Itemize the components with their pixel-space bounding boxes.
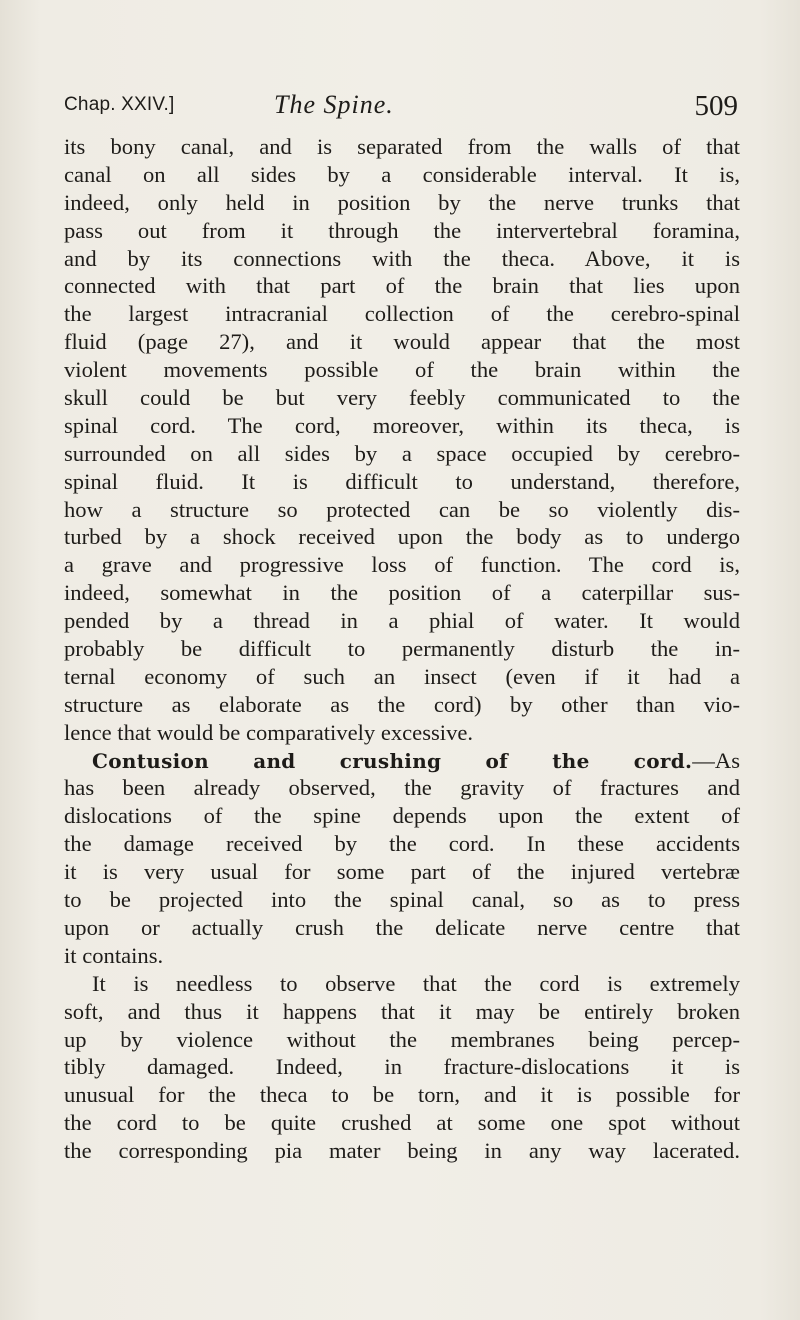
- text-line: spinal cord. The cord, moreover, within its theca, is: [64, 412, 740, 438]
- text-line: fluid (page 27), and it would appear that the most: [64, 329, 740, 355]
- text-line: how a structure so protected can be so violently dis-: [64, 496, 740, 522]
- text-line: a grave and progressive loss of function. The cord is,: [64, 552, 740, 578]
- text-line: the damage received by the cord. In these accidents: [64, 831, 740, 857]
- text-line: canal on all sides by a considerable interval. It is,: [64, 161, 740, 187]
- text-line: It is needless to observe that the cord is extremely: [92, 970, 740, 996]
- text-line: connected with that part of the brain that lies upon: [64, 273, 740, 299]
- text-line: has been already observed, the gravity of fractures and: [64, 775, 740, 801]
- text-line: surrounded on all sides by a space occupied by cerebro-: [64, 440, 740, 466]
- section-heading-tail: —As: [692, 747, 740, 773]
- text-line: unusual for the theca to be torn, and it is possible for: [64, 1082, 740, 1108]
- text-line: skull could be but very feebly communicated to the: [64, 385, 740, 411]
- text-line: spinal fluid. It is difficult to understand, therefore,: [64, 468, 740, 494]
- text-line: the largest intracranial collection of the cerebro-spinal: [64, 301, 740, 327]
- section-heading-line: [64, 747, 740, 775]
- page-number: 509: [694, 90, 738, 122]
- body-text: [64, 133, 740, 1165]
- text-line: lence that would be comparatively excessive.: [64, 719, 474, 745]
- text-line: to be projected into the spinal canal, so as to press: [64, 887, 740, 913]
- text-line: dislocations of the spine depends upon the extent of: [64, 803, 740, 829]
- text-line: probably be difficult to permanently disturb the in-: [64, 636, 740, 662]
- text-line: turbed by a shock received upon the body as to undergo: [64, 524, 740, 550]
- text-line: tibly damaged. Indeed, in fracture-dislocations it is: [64, 1054, 740, 1080]
- chapter-label: Chap. XXIV.]: [64, 94, 175, 115]
- text-line: indeed, only held in position by the nerve trunks that: [64, 189, 740, 215]
- text-line: and by its connections with the theca. Above, it is: [64, 245, 740, 271]
- text-line: structure as elaborate as the cord) by other than vio-: [64, 691, 740, 717]
- text-line: its bony canal, and is separated from the walls of that: [64, 134, 740, 159]
- text-line: violent movements possible of the brain within the: [64, 357, 740, 383]
- text-line: it is very usual for some part of the injured vertebræ: [64, 859, 740, 885]
- text-line: the cord to be quite crushed at some one spot without: [64, 1110, 740, 1136]
- running-header: [64, 90, 740, 130]
- text-line: ternal economy of such an insect (even if it had a: [64, 663, 740, 689]
- text-line: upon or actually crush the delicate nerve centre that: [64, 914, 740, 940]
- section-heading: Contusion and crushing of the cord.: [92, 748, 693, 773]
- text-line: pended by a thread in a phial of water. It would: [64, 608, 740, 634]
- text-line: soft, and thus it happens that it may be entirely broken: [64, 998, 740, 1024]
- text-line: the corresponding pia mater being in any way lacerated.: [64, 1138, 740, 1164]
- text-line: pass out from it through the intervertebral foramina,: [64, 217, 740, 243]
- running-title: The Spine.: [274, 90, 394, 119]
- text-line: up by violence without the membranes being percep-: [64, 1026, 740, 1052]
- text-line: indeed, somewhat in the position of a caterpillar sus-: [64, 580, 740, 606]
- text-line: it contains.: [64, 942, 164, 968]
